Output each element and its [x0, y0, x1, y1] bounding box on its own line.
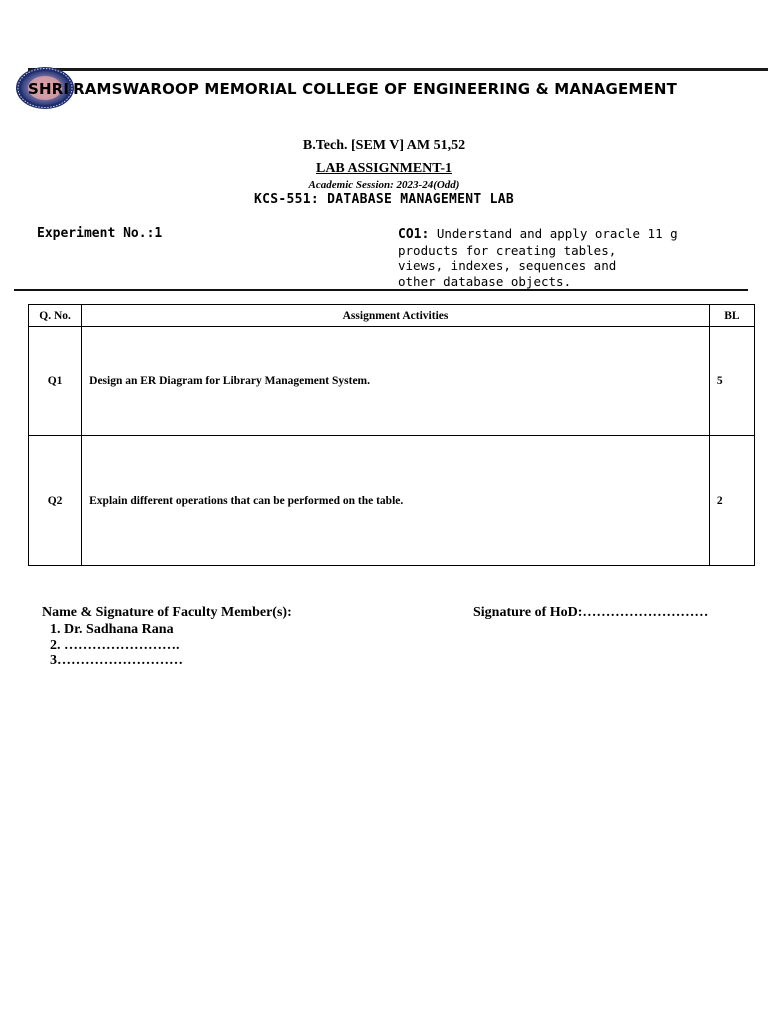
table-row [29, 436, 755, 566]
assignment-title [0, 161, 768, 177]
course-outcome-line: views, indexes, sequences and [398, 258, 617, 273]
header-qno: Q. No. [29, 305, 82, 327]
course-outcome-text: Understand and apply oracle 11 g [436, 226, 678, 241]
course-outcome [398, 226, 758, 289]
college-name-text: RAMSWAROOP MEMORIAL COLLEGE OF ENGINEERING & MANAGEMENT [73, 80, 677, 98]
header-activities: Assignment Activities [82, 305, 710, 327]
faculty-signature-label: Name & Signature of Faculty Member(s): [42, 605, 292, 620]
assignment-activity: Explain different operations that can be performed on the table. [82, 436, 710, 566]
assignment-title-text: LAB ASSIGNMENT-1 [315, 161, 453, 176]
table-row [29, 327, 755, 436]
table-header-row [29, 305, 755, 327]
question-number: Q2 [29, 436, 82, 566]
course-outcome-line [398, 226, 758, 243]
course-outcome-label: CO1: [398, 227, 430, 242]
subject-title: KCS-551: DATABASE MANAGEMENT LAB [253, 192, 515, 207]
bloom-level: 5 [709, 327, 754, 436]
course-line: B.Tech. [SEM V] AM 51,52 [302, 138, 466, 153]
faculty-member: 2. ……………………. [50, 637, 180, 653]
question-number: Q1 [29, 327, 82, 436]
logo-text: SHRI [28, 80, 70, 98]
header-bl: BL [709, 305, 754, 327]
academic-session: Academic Session: 2023-24(Odd) [308, 179, 460, 191]
faculty-list [50, 622, 183, 669]
course-outcome-line: products for creating tables, [398, 242, 617, 258]
faculty-member: 1. Dr. Sadhana Rana [50, 622, 174, 637]
college-name [28, 80, 768, 98]
bloom-level: 2 [709, 436, 754, 566]
assignment-table [28, 304, 755, 566]
section-divider [14, 289, 748, 291]
hod-signature-label: Signature of HoD:……………………… [473, 605, 709, 620]
faculty-member: 3……………………… [50, 653, 183, 668]
course-outcome-line: other database objects. [398, 273, 572, 289]
header-rule [28, 68, 768, 71]
assignment-activity: Design an ER Diagram for Library Management System. [82, 327, 710, 436]
experiment-number: Experiment No.:1 [37, 226, 163, 241]
